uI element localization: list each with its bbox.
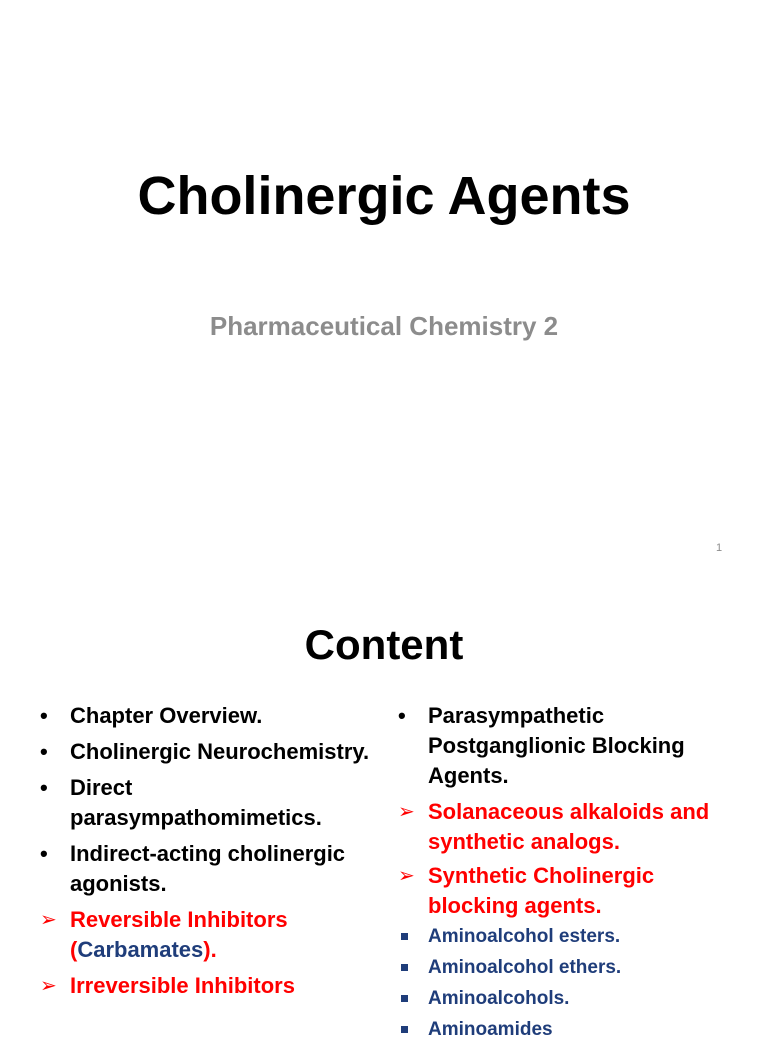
list-item-text: Aminoamides (428, 1019, 553, 1040)
bullet-icon: • (40, 841, 48, 866)
bullet-icon: • (398, 703, 406, 728)
list-item (398, 956, 728, 980)
list-item-text: Indirect-acting cholinergic agonists. (70, 841, 346, 896)
list-item-text: Aminoalcohol ethers. (428, 957, 622, 978)
list-item (40, 839, 380, 899)
slide-number: 1 (715, 542, 723, 554)
list-item (398, 1018, 728, 1042)
list-item (40, 701, 380, 731)
left-content-list (40, 701, 380, 1007)
list-item (398, 925, 728, 949)
square-bullet-icon (401, 1026, 408, 1033)
arrow-bullet-icon: ➢ (398, 801, 415, 823)
list-item-text: Direct parasympathomimetics. (70, 775, 322, 830)
slide-title: Cholinergic Agents (137, 166, 631, 226)
list-item-text: Reversible Inhibitors (70, 907, 288, 932)
list-item (398, 987, 728, 1011)
paren-close: ). (203, 937, 217, 962)
list-item-text: Solanaceous alkaloids and synthetic analogs. (428, 799, 710, 854)
list-item-text: Aminoalcohol esters. (428, 926, 621, 947)
list-item (40, 737, 380, 767)
square-bullet-icon (401, 964, 408, 971)
list-item (40, 905, 380, 965)
arrow-bullet-icon: ➢ (40, 909, 57, 931)
list-item (40, 971, 380, 1001)
list-item (40, 773, 380, 833)
right-content-list (398, 701, 728, 1049)
bullet-icon: • (40, 739, 48, 764)
content-title: Content (304, 621, 464, 668)
arrow-bullet-icon: ➢ (398, 865, 415, 887)
bullet-icon: • (40, 775, 48, 800)
slide-subtitle: Pharmaceutical Chemistry 2 (209, 311, 559, 341)
list-item-text: Cholinergic Neurochemistry. (70, 739, 370, 764)
paren-open: ( (70, 937, 78, 962)
content-slide (0, 576, 768, 1040)
list-item-text: Chapter Overview. (70, 703, 263, 728)
list-item-text: Synthetic Cholinergic blocking agents. (428, 863, 655, 918)
list-item-text: Aminoalcohols. (428, 988, 570, 1009)
list-item (398, 701, 728, 791)
list-item-subtext: Carbamates (77, 937, 204, 962)
square-bullet-icon (401, 933, 408, 940)
list-item (398, 797, 728, 857)
arrow-bullet-icon: ➢ (40, 975, 57, 997)
list-item-text: Irreversible Inhibitors (70, 973, 295, 998)
square-bullet-icon (401, 995, 408, 1002)
list-item (398, 861, 728, 921)
list-item-text: Parasympathetic Postganglionic Blocking Agents. (428, 703, 685, 788)
bullet-icon: • (40, 703, 48, 728)
